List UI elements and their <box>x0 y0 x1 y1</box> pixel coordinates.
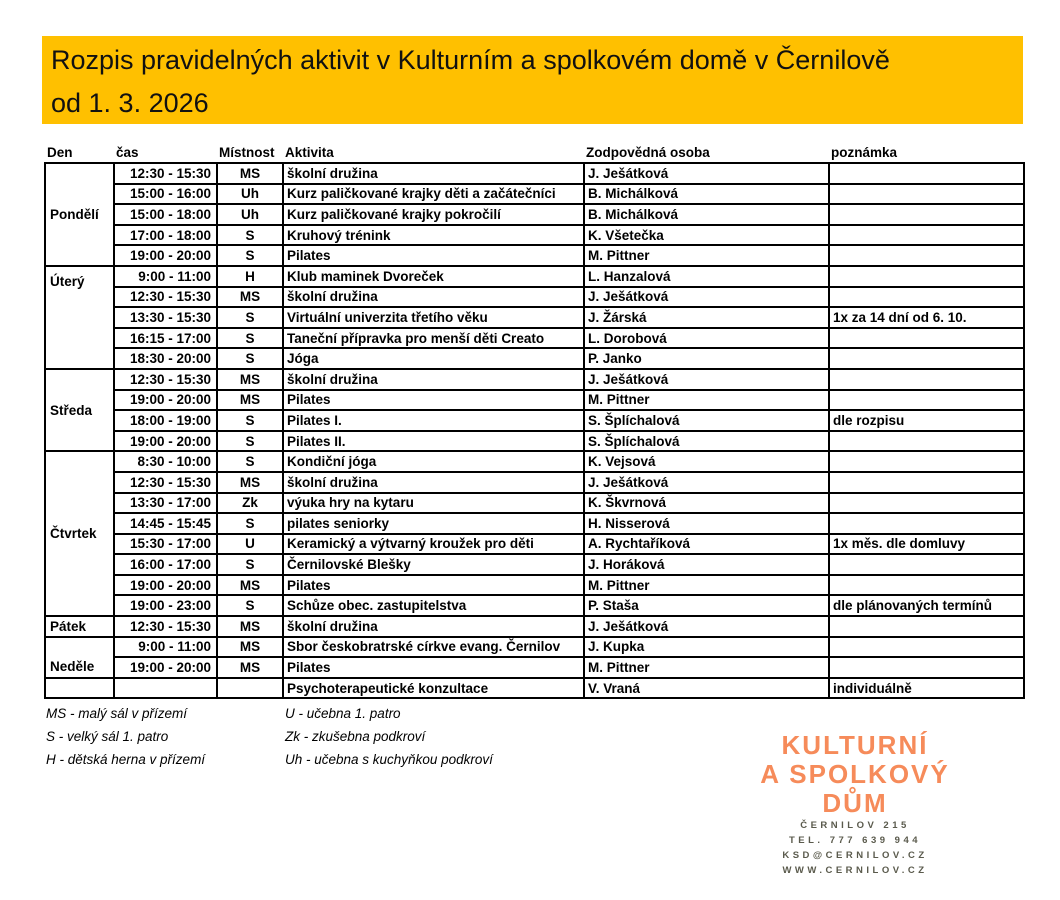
cell-activity: Pilates <box>283 575 584 596</box>
cell-note <box>829 493 1024 514</box>
cell-note <box>829 369 1024 390</box>
cell-person: J. Ješátková <box>584 369 829 390</box>
cell-activity: Černilovské Blešky <box>283 554 584 575</box>
cell-room: MS <box>217 657 283 678</box>
cell-time: 18:00 - 19:00 <box>114 410 217 431</box>
cell-time: 19:00 - 20:00 <box>114 390 217 411</box>
cell-room: S <box>217 410 283 431</box>
schedule-row <box>45 307 1024 328</box>
cell-activity: školní družina <box>283 369 584 390</box>
cell-note <box>829 328 1024 349</box>
page-title-line2: od 1. 3. 2026 <box>51 88 209 118</box>
schedule-row <box>45 472 1024 493</box>
schedule-row <box>45 575 1024 596</box>
cell-note <box>829 616 1024 637</box>
title-banner <box>42 36 1023 124</box>
cell-activity: Pilates <box>283 245 584 266</box>
schedule-row <box>45 410 1024 431</box>
cell-note <box>829 575 1024 596</box>
cell-day: Pondělí <box>45 163 114 266</box>
cell-note: dle plánovaných termínů <box>829 595 1024 616</box>
schedule-row <box>45 390 1024 411</box>
cell-room: MS <box>217 287 283 308</box>
cell-room: MS <box>217 616 283 637</box>
column-header-cas: čas <box>116 145 139 160</box>
cell-activity: výuka hry na kytaru <box>283 493 584 514</box>
room-legend-col2 <box>285 702 493 771</box>
contact-email: KSD@CERNILOV.CZ <box>782 850 928 861</box>
schedule-row <box>45 369 1024 390</box>
cell-activity: Kurz paličkované krajky pokročilí <box>283 204 584 225</box>
cell-note <box>829 554 1024 575</box>
cell-time: 12:30 - 15:30 <box>114 163 217 184</box>
cell-time: 18:30 - 20:00 <box>114 348 217 369</box>
cell-person: M. Pittner <box>584 657 829 678</box>
schedule-row <box>45 534 1024 555</box>
cell-time: 15:00 - 18:00 <box>114 204 217 225</box>
cell-note: individuálně <box>829 678 1024 699</box>
cell-room: Uh <box>217 204 283 225</box>
cell-note <box>829 348 1024 369</box>
cell-note <box>829 163 1024 184</box>
cell-activity: Pilates <box>283 657 584 678</box>
cell-note <box>829 431 1024 452</box>
schedule-row <box>45 431 1024 452</box>
schedule-row <box>45 225 1024 246</box>
cell-note <box>829 245 1024 266</box>
cell-activity: Pilates I. <box>283 410 584 431</box>
cell-person: J. Ješátková <box>584 287 829 308</box>
cell-time: 12:30 - 15:30 <box>114 616 217 637</box>
cell-time: 12:30 - 15:30 <box>114 287 217 308</box>
cell-room <box>217 678 283 699</box>
cell-room: S <box>217 348 283 369</box>
schedule-row <box>45 348 1024 369</box>
cell-time: 14:45 - 15:45 <box>114 513 217 534</box>
cell-room: S <box>217 431 283 452</box>
cell-time: 8:30 - 10:00 <box>114 451 217 472</box>
cell-time: 16:00 - 17:00 <box>114 554 217 575</box>
cell-person: M. Pittner <box>584 575 829 596</box>
cell-time: 13:30 - 15:30 <box>114 307 217 328</box>
legend-item-h: H - dětská herna v přízemí <box>46 752 206 767</box>
cell-time: 13:30 - 17:00 <box>114 493 217 514</box>
cell-person: J. Ješátková <box>584 472 829 493</box>
contact-phone: TEL. 777 639 944 <box>788 835 922 846</box>
legend-item-uh: Uh - učebna s kuchyňkou podkroví <box>285 752 493 767</box>
cell-activity: Klub maminek Dvoreček <box>283 266 584 287</box>
cell-person: J. Žárská <box>584 307 829 328</box>
cell-activity: školní družina <box>283 163 584 184</box>
legend-item-ms: MS - malý sál v přízemí <box>46 706 188 721</box>
cell-note <box>829 287 1024 308</box>
cell-activity: Kruhový trénink <box>283 225 584 246</box>
cell-note: dle rozpisu <box>829 410 1024 431</box>
contact-website: WWW.CERNILOV.CZ <box>782 865 928 876</box>
cell-note <box>829 184 1024 205</box>
cell-person: A. Rychtaříková <box>584 534 829 555</box>
schedule-row <box>45 678 1024 699</box>
cell-time: 19:00 - 23:00 <box>114 595 217 616</box>
cell-day: Neděle <box>45 637 114 678</box>
cell-room: S <box>217 328 283 349</box>
cell-room: MS <box>217 575 283 596</box>
column-header-zodpovedna-osoba: Zodpovědná osoba <box>586 145 710 160</box>
legend-item-zk: Zk - zkušebna podkroví <box>285 729 426 744</box>
cell-day: Pátek <box>45 616 114 637</box>
cell-person: B. Michálková <box>584 184 829 205</box>
schedule-row <box>45 328 1024 349</box>
cell-room: MS <box>217 390 283 411</box>
cell-time: 19:00 - 20:00 <box>114 245 217 266</box>
cell-activity: Schůze obec. zastupitelstva <box>283 595 584 616</box>
cell-activity: školní družina <box>283 472 584 493</box>
cell-person: L. Hanzalová <box>584 266 829 287</box>
column-header-aktivita: Aktivita <box>285 145 334 160</box>
cell-note: 1x měs. dle domluvy <box>829 534 1024 555</box>
cell-person: J. Horáková <box>584 554 829 575</box>
cell-room: S <box>217 451 283 472</box>
cell-room: MS <box>217 163 283 184</box>
schedule-row <box>45 287 1024 308</box>
cell-person: H. Nisserová <box>584 513 829 534</box>
cell-person: J. Ješátková <box>584 616 829 637</box>
cell-activity: Taneční přípravka pro menší děti Creato <box>283 328 584 349</box>
cell-activity: školní družina <box>283 287 584 308</box>
cell-note <box>829 637 1024 658</box>
cell-note <box>829 513 1024 534</box>
room-legend-col1 <box>46 702 205 771</box>
column-header-mistnost: Místnost <box>219 145 275 160</box>
schedule-row <box>45 637 1024 658</box>
cell-note <box>829 204 1024 225</box>
cell-time: 19:00 - 20:00 <box>114 431 217 452</box>
cell-room: U <box>217 534 283 555</box>
cell-room: S <box>217 307 283 328</box>
cell-note <box>829 657 1024 678</box>
cell-day: Čtvrtek <box>45 451 114 616</box>
schedule-row <box>45 451 1024 472</box>
cell-time: 12:30 - 15:30 <box>114 472 217 493</box>
cell-time: 19:00 - 20:00 <box>114 657 217 678</box>
column-header-poznamka: poznámka <box>831 145 898 160</box>
cell-time: 9:00 - 11:00 <box>114 266 217 287</box>
cell-room: MS <box>217 472 283 493</box>
cell-activity: Jóga <box>283 348 584 369</box>
logo-line3: DŮM <box>822 788 888 818</box>
cell-person: B. Michálková <box>584 204 829 225</box>
cell-room: S <box>217 225 283 246</box>
cell-room: S <box>217 245 283 266</box>
schedule-row <box>45 657 1024 678</box>
cell-person: V. Vraná <box>584 678 829 699</box>
cell-room: S <box>217 554 283 575</box>
cell-person: S. Šplíchalová <box>584 410 829 431</box>
legend-item-u: U - učebna 1. patro <box>285 706 401 721</box>
cell-person: P. Staša <box>584 595 829 616</box>
cell-activity: Kondiční jóga <box>283 451 584 472</box>
cell-time: 15:30 - 17:00 <box>114 534 217 555</box>
cell-person: J. Kupka <box>584 637 829 658</box>
cell-time: 15:00 - 16:00 <box>114 184 217 205</box>
cell-note: 1x za 14 dní od 6. 10. <box>829 307 1024 328</box>
cell-room: S <box>217 595 283 616</box>
cell-person: K. Škvrnová <box>584 493 829 514</box>
ksd-logo <box>725 731 985 818</box>
schedule-row <box>45 204 1024 225</box>
cell-activity: Pilates II. <box>283 431 584 452</box>
schedule-row <box>45 184 1024 205</box>
schedule-row <box>45 616 1024 637</box>
schedule-row <box>45 493 1024 514</box>
page-title-line1: Rozpis pravidelných aktivit v Kulturním a spolkovém domě v Černilově <box>51 45 890 75</box>
logo-line1: KULTURNÍ <box>781 730 929 760</box>
cell-room: Zk <box>217 493 283 514</box>
cell-activity: Virtuální univerzita třetího věku <box>283 307 584 328</box>
cell-room: H <box>217 266 283 287</box>
schedule-row <box>45 163 1024 184</box>
cell-person: K. Všetečka <box>584 225 829 246</box>
cell-time: 17:00 - 18:00 <box>114 225 217 246</box>
cell-activity: Keramický a výtvarný kroužek pro děti <box>283 534 584 555</box>
logo-line2: A SPOLKOVÝ <box>760 759 950 789</box>
cell-time: 9:00 - 11:00 <box>114 637 217 658</box>
cell-room: MS <box>217 369 283 390</box>
schedule-row <box>45 513 1024 534</box>
cell-activity: Kurz paličkované krajky děti a začátečníci <box>283 184 584 205</box>
cell-day: Středa <box>45 369 114 451</box>
schedule-row <box>45 245 1024 266</box>
cell-person: P. Janko <box>584 348 829 369</box>
cell-note <box>829 472 1024 493</box>
cell-room: Uh <box>217 184 283 205</box>
cell-day <box>45 678 114 699</box>
contact-block <box>725 818 985 878</box>
cell-activity: Pilates <box>283 390 584 411</box>
cell-room: S <box>217 513 283 534</box>
cell-person: L. Dorobová <box>584 328 829 349</box>
cell-time: 12:30 - 15:30 <box>114 369 217 390</box>
cell-note <box>829 451 1024 472</box>
cell-activity: školní družina <box>283 616 584 637</box>
cell-room: MS <box>217 637 283 658</box>
schedule-row <box>45 595 1024 616</box>
cell-person: M. Pittner <box>584 390 829 411</box>
cell-note <box>829 390 1024 411</box>
cell-time <box>114 678 217 699</box>
cell-note <box>829 225 1024 246</box>
column-header-den: Den <box>47 145 73 160</box>
legend-item-s: S - velký sál 1. patro <box>46 729 169 744</box>
cell-person: M. Pittner <box>584 245 829 266</box>
cell-activity: Sbor českobratrské církve evang. Černilov <box>283 637 584 658</box>
schedule-row <box>45 266 1024 287</box>
cell-time: 16:15 - 17:00 <box>114 328 217 349</box>
cell-person: S. Šplíchalová <box>584 431 829 452</box>
cell-note <box>829 266 1024 287</box>
contact-address: ČERNILOV 215 <box>800 820 910 831</box>
table-header-row <box>45 140 1024 163</box>
table-body <box>45 163 1024 698</box>
schedule-row <box>45 554 1024 575</box>
cell-time: 19:00 - 20:00 <box>114 575 217 596</box>
schedule-table <box>44 140 1025 699</box>
cell-day: Úterý <box>45 266 114 369</box>
cell-person: J. Ješátková <box>584 163 829 184</box>
cell-person: K. Vejsová <box>584 451 829 472</box>
cell-activity: pilates seniorky <box>283 513 584 534</box>
cell-activity: Psychoterapeutické konzultace <box>283 678 584 699</box>
